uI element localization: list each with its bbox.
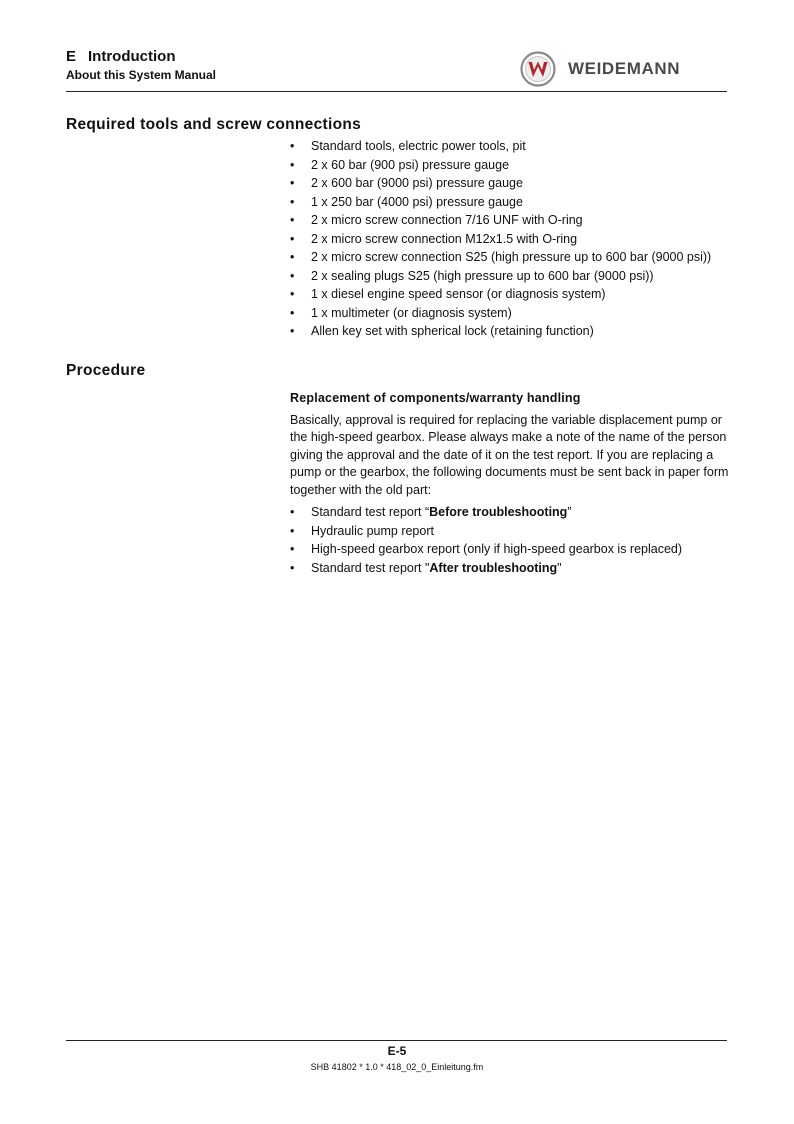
bullet-icon: • <box>290 287 295 301</box>
bullet-icon: • <box>290 505 295 519</box>
section-heading-procedure: Procedure <box>66 362 146 379</box>
list-item: • 2 x 60 bar (900 psi) pressure gauge <box>290 156 730 175</box>
bullet-icon: • <box>290 231 295 246</box>
logo-wordmark: WEIDEMANN <box>568 59 681 78</box>
list-item: • 2 x micro screw connection M12x1.5 with O-ring <box>290 230 730 249</box>
procedure-subheading: Replacement of components/warranty handling <box>290 391 581 405</box>
header-divider <box>66 91 727 92</box>
tools-list <box>290 137 730 341</box>
list-item: • Standard test report “Before troubleshooting” <box>290 503 730 522</box>
chapter-letter: E <box>66 48 77 65</box>
section-heading-tools: Required tools and screw connections <box>66 116 362 133</box>
bullet-icon: • <box>290 213 295 227</box>
bullet-icon: • <box>290 250 295 264</box>
bullet-icon: • <box>290 324 295 338</box>
list-item: • Hydraulic pump report <box>290 522 730 541</box>
bullet-icon: • <box>290 268 295 283</box>
list-item: • 1 x diesel engine speed sensor (or diagnosis system) <box>290 285 730 304</box>
document-reference: SHB 41802 * 1.0 * 418_02_0_Einleitung.fm <box>310 1062 484 1072</box>
list-item: • 2 x sealing plugs S25 (high pressure up to 600 bar (9000 psi)) <box>290 267 730 286</box>
list-item: • 2 x micro screw connection S25 (high pressure up to 600 bar (9000 psi)) <box>290 248 730 267</box>
section-subtitle: About this System Manual <box>66 68 217 82</box>
tools-content <box>290 137 730 341</box>
list-item: • 2 x micro screw connection 7/16 UNF with O-ring <box>290 211 730 230</box>
footer-divider <box>66 1040 727 1041</box>
bullet-icon: • <box>290 194 295 209</box>
documents-list <box>290 503 730 577</box>
chapter-name: Introduction <box>88 48 176 65</box>
page-number: E-5 <box>387 1044 407 1058</box>
bullet-icon: • <box>290 542 295 556</box>
list-item: • 1 x 250 bar (4000 psi) pressure gauge <box>290 193 730 212</box>
weidemann-logo <box>520 50 680 88</box>
bullet-icon: • <box>290 560 295 575</box>
procedure-content <box>290 389 730 577</box>
bullet-icon: • <box>290 305 295 320</box>
list-item: • High-speed gearbox report (only if high-speed gearbox is replaced) <box>290 540 730 559</box>
list-item: • 1 x multimeter (or diagnosis system) <box>290 304 730 323</box>
bullet-icon: • <box>290 176 295 190</box>
bullet-icon: • <box>290 523 295 538</box>
list-item: • Standard test report "After troubleshooting" <box>290 559 730 578</box>
chapter-title <box>66 48 176 66</box>
list-item: • Standard tools, electric power tools, pit <box>290 137 730 156</box>
bullet-icon: • <box>290 139 295 153</box>
list-item: • Allen key set with spherical lock (retaining function) <box>290 322 730 341</box>
bullet-icon: • <box>290 157 295 172</box>
procedure-paragraph: Basically, approval is required for replacing the variable displacement pump or the high-speed gearbox. Please always make a note of the name of the person giving the approval and the date of it on the test report. If you are replacing a pump or the gearbox, the following documents must be sent back in paper form together with the old part: <box>290 412 729 497</box>
weidemann-logo-icon <box>520 51 556 87</box>
list-item: • 2 x 600 bar (9000 psi) pressure gauge <box>290 174 730 193</box>
